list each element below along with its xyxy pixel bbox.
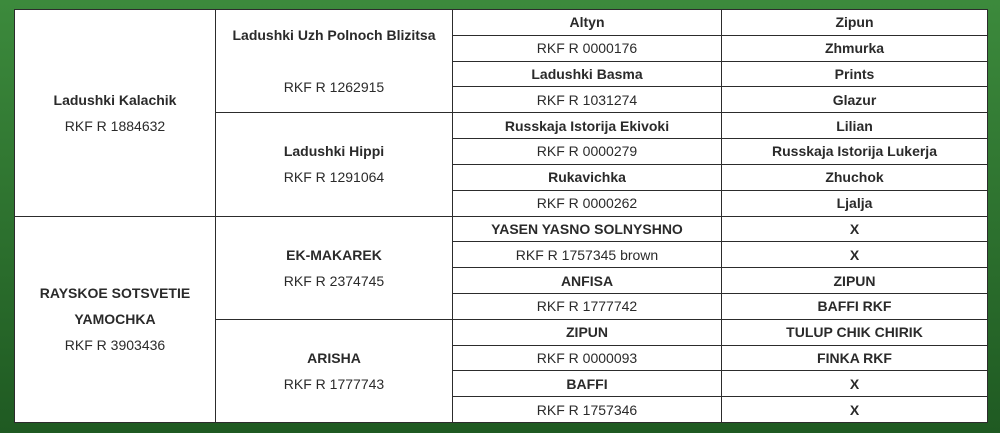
ancestor-gen4: Glazur xyxy=(722,87,988,113)
ancestor-reg: RKF R 1291064 xyxy=(283,169,385,186)
ancestor-gen3-name: ZIPUN xyxy=(453,319,722,345)
ancestor-gen4: Lilian xyxy=(722,113,988,139)
ancestor-gen3-name: ANFISA xyxy=(453,268,722,294)
ancestor-name-line2: YAMOCHKA xyxy=(74,311,156,328)
ancestor-gen3-name: YASEN YASNO SOLNYSHNO xyxy=(453,216,722,242)
ancestor-reg: RKF R 2374745 xyxy=(283,272,385,289)
ancestor-gen2-4 xyxy=(216,319,453,422)
ancestor-reg: RKF R 1262915 xyxy=(283,79,385,96)
ancestor-name: Ladushki Hippi xyxy=(283,143,385,160)
ancestor-gen4: FINKA RKF xyxy=(722,345,988,371)
ancestor-gen4: Zhmurka xyxy=(722,35,988,61)
ancestor-gen3-reg: RKF R 1757345 brown xyxy=(453,242,722,268)
ancestor-gen4: Russkaja Istorija Lukerja xyxy=(722,139,988,165)
ancestor-gen1-1 xyxy=(15,10,216,217)
ancestor-gen4: X xyxy=(722,397,988,423)
ancestor-gen4: BAFFI RKF xyxy=(722,293,988,319)
ancestor-gen3-name: Altyn xyxy=(453,10,722,36)
ancestor-gen4: ZIPUN xyxy=(722,268,988,294)
ancestor-gen4: Ljalja xyxy=(722,190,988,216)
ancestor-gen4: Zhuchok xyxy=(722,164,988,190)
ancestor-gen3-reg: RKF R 0000262 xyxy=(453,190,722,216)
ancestor-gen4: X xyxy=(722,242,988,268)
ancestor-name: EK-MAKAREK xyxy=(286,246,382,263)
ancestor-gen3-name: Ladushki Basma xyxy=(453,61,722,87)
ancestor-name: ARISHA xyxy=(307,349,361,366)
ancestor-gen3-reg: RKF R 1757346 xyxy=(453,397,722,423)
ancestor-gen3-reg: RKF R 1031274 xyxy=(453,87,722,113)
ancestor-name-line1: RAYSKOE SOTSVETIE xyxy=(39,285,191,302)
ancestor-reg: RKF R 1884632 xyxy=(64,117,166,134)
ancestor-gen3-reg: RKF R 1777742 xyxy=(453,293,722,319)
ancestor-gen3-reg: RKF R 0000176 xyxy=(453,35,722,61)
ancestor-gen3-name: BAFFI xyxy=(453,371,722,397)
ancestor-gen3-name: Russkaja Istorija Ekivoki xyxy=(453,113,722,139)
ancestor-gen4: X xyxy=(722,216,988,242)
ancestor-gen4: X xyxy=(722,371,988,397)
ancestor-gen2-2 xyxy=(216,113,453,216)
pedigree-table xyxy=(14,9,988,423)
ancestor-name: Ladushki Uzh Polnoch Blizitsa xyxy=(232,27,436,44)
ancestor-name: Ladushki Kalachik xyxy=(53,91,177,108)
ancestor-reg: RKF R 3903436 xyxy=(64,337,166,354)
ancestor-gen2-3 xyxy=(216,216,453,319)
ancestor-gen3-reg: RKF R 0000279 xyxy=(453,139,722,165)
ancestor-gen4: TULUP CHIK CHIRIK xyxy=(722,319,988,345)
pedigree-sheet xyxy=(14,9,988,423)
ancestor-gen4: Zipun xyxy=(722,10,988,36)
ancestor-gen2-1 xyxy=(216,10,453,113)
ancestor-gen3-reg: RKF R 0000093 xyxy=(453,345,722,371)
ancestor-gen4: Prints xyxy=(722,61,988,87)
ancestor-gen1-2 xyxy=(15,216,216,423)
ancestor-gen3-name: Rukavichka xyxy=(453,164,722,190)
ancestor-reg: RKF R 1777743 xyxy=(283,375,385,392)
